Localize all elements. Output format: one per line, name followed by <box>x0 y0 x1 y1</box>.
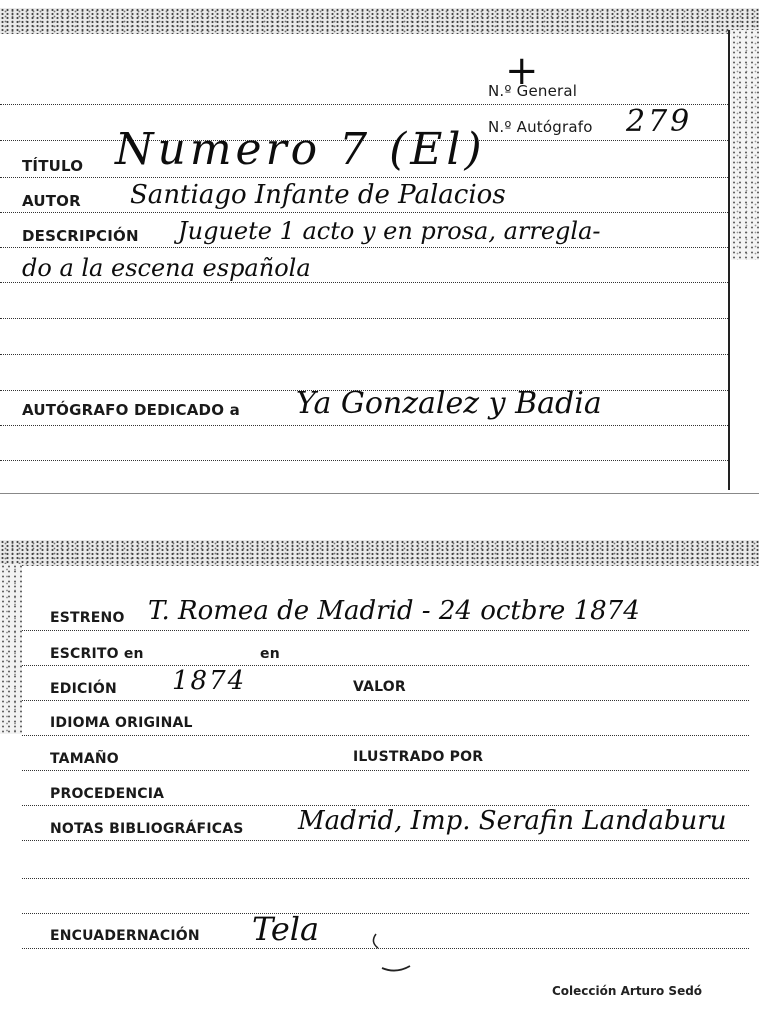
rule <box>0 460 728 461</box>
card-right-edge <box>731 30 759 260</box>
author-value: Santiago Infante de Palacios <box>130 180 506 210</box>
collection-credit: Colección Arturo Sedó <box>552 984 703 998</box>
rule <box>0 282 728 283</box>
binding-label: ENCUADERNACIÓN <box>50 928 200 944</box>
binding-value: Tela <box>252 910 320 948</box>
rule <box>22 840 749 841</box>
title-value: Numero 7 (El) <box>115 124 486 175</box>
edition-label: EDICIÓN <box>50 681 117 697</box>
autograph-number-value: 279 <box>626 104 693 139</box>
rule <box>0 212 728 213</box>
general-number-value: + <box>505 48 539 94</box>
rule <box>22 665 749 666</box>
value-label: VALOR <box>353 679 406 695</box>
bibliographic-notes-value: Madrid, Imp. Serafin Landaburu <box>298 806 727 836</box>
dedication-value: Ya Gonzalez y Badia <box>296 386 602 421</box>
card-separator <box>0 493 759 494</box>
catalog-card-top <box>0 0 759 495</box>
rule <box>0 425 728 426</box>
illustrated-by-label: ILUSTRADO POR <box>353 749 484 765</box>
written-in-label: ESCRITO en <box>50 646 144 662</box>
description-label: DESCRIPCIÓN <box>22 227 139 245</box>
written-in-label-2: en <box>260 646 280 662</box>
rule <box>22 735 749 736</box>
card-top-edge <box>0 540 759 566</box>
bibliographic-notes-label: NOTAS BIBLIOGRÁFICAS <box>50 821 244 837</box>
ink-blot <box>366 930 426 978</box>
edition-value: 1874 <box>172 666 247 696</box>
rule <box>22 630 749 631</box>
rule <box>22 770 749 771</box>
catalog-card-bottom <box>0 538 759 1028</box>
rule <box>0 318 728 319</box>
rule <box>0 247 728 248</box>
card-left-edge <box>0 564 22 734</box>
general-number-label: N.º General <box>488 82 578 100</box>
premiere-value: T. Romea de Madrid - 24 octbre 1874 <box>148 596 640 626</box>
rule <box>22 948 749 949</box>
author-label: AUTOR <box>22 192 81 210</box>
dedication-label: AUTÓGRAFO DEDICADO a <box>22 401 240 419</box>
size-label: TAMAÑO <box>50 751 119 767</box>
autograph-number-label: N.º Autógrafo <box>488 118 593 136</box>
rule <box>22 913 749 914</box>
premiere-label: ESTRENO <box>50 610 125 626</box>
card-border <box>728 30 730 490</box>
rule <box>0 354 728 355</box>
rule <box>0 104 728 105</box>
description-value-line2: do a la escena española <box>22 254 311 282</box>
rule <box>22 878 749 879</box>
original-language-label: IDIOMA ORIGINAL <box>50 715 193 731</box>
provenance-label: PROCEDENCIA <box>50 786 165 802</box>
description-value-line1: Juguete 1 acto y en prosa, arregla- <box>178 217 601 245</box>
card-top-edge <box>0 8 759 34</box>
rule <box>0 177 728 178</box>
title-label: TÍTULO <box>22 157 84 175</box>
rule <box>22 700 749 701</box>
